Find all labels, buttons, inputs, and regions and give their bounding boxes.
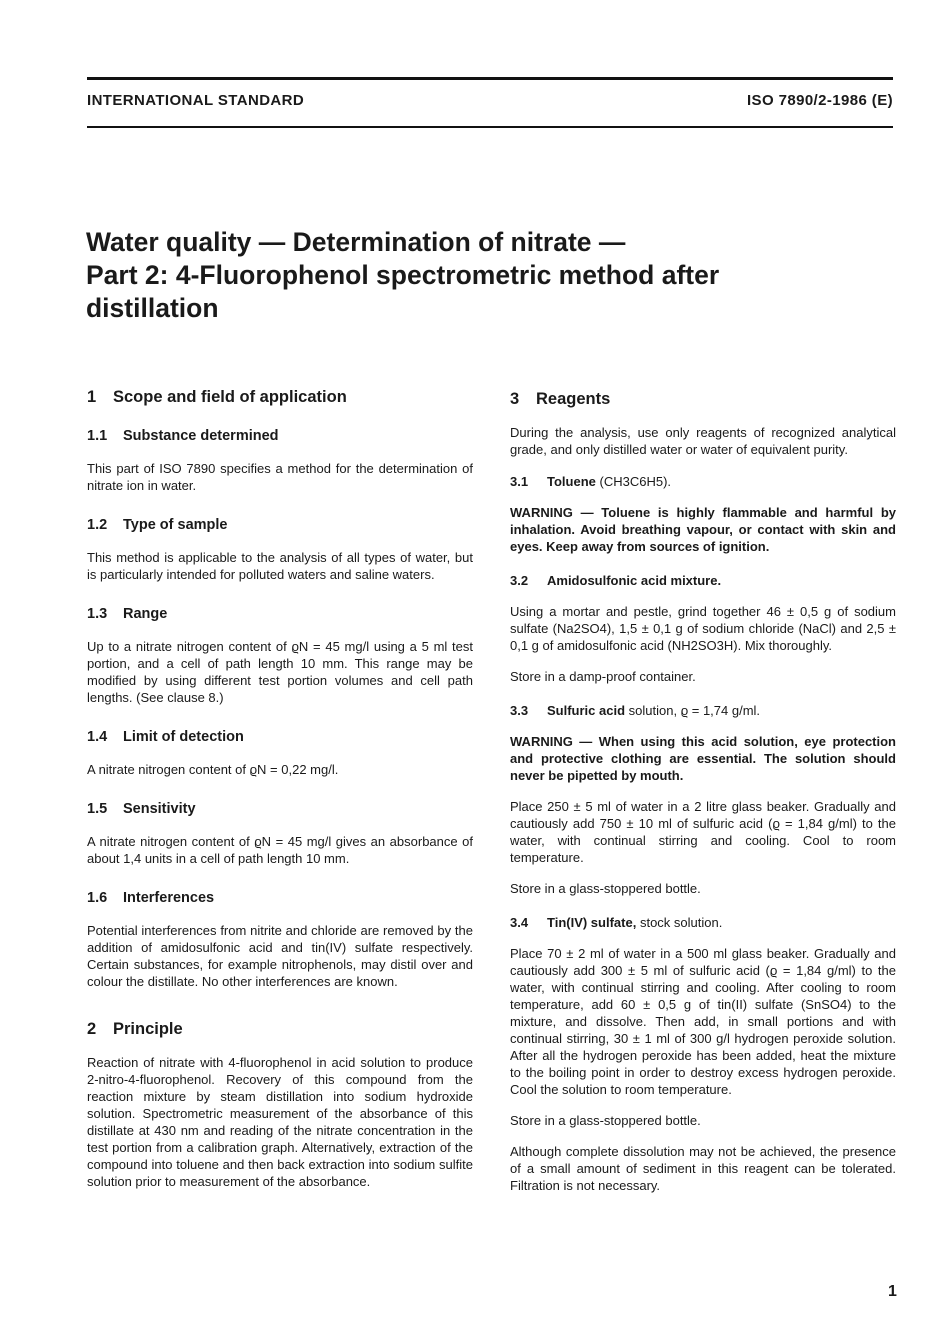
reagent-3-4-text: Place 70 ± 2 ml of water in a 500 ml glass beaker. Gradually and cautiously add 300 ± 5 ml of sulfuric acid (ϱ = 1,84 g/ml) to the water, with continual stirring and cooling. After cooling to room temperature, add 60 ± 0,5 g of tin(II) sulfate (SnSO4) to the mixture, and dissolve. Then add, in small portions and with continual stirring, 30 ± 1 ml of 300 g/l hydrogen peroxide solution. After all the hydrogen peroxide has been added, heat the mixture to the boiling point in order to destroy excess hydrogen peroxide. Cool the solution to room temperature. bbox=[510, 946, 896, 1097]
toluene-warning: WARNING — Toluene is highly flammable and harmful by inhalation. Avoid breathing vapour, or contact with skin and eyes. Keep away from sources of ignition. bbox=[510, 505, 896, 554]
reagent-name: Sulfuric acid bbox=[547, 703, 626, 718]
right-column bbox=[510, 386, 896, 1194]
clause-title: Reagents bbox=[536, 390, 611, 408]
subclause-1-3-heading bbox=[87, 604, 473, 624]
subclause-number: 1.4 bbox=[87, 729, 108, 745]
subclause-number: 1.3 bbox=[87, 606, 108, 622]
reagent-3-2-storage: Store in a damp-proof container. bbox=[510, 669, 696, 684]
title-line-2: Part 2: 4-Fluorophenol spectrometric method after bbox=[86, 260, 720, 290]
subclause-title: Interferences bbox=[123, 890, 215, 906]
clause-3-heading bbox=[510, 388, 896, 410]
reagent-3-2-heading bbox=[510, 572, 896, 589]
subclause-1-4-text: A nitrate nitrogen content of ϱN = 0,22 mg/l. bbox=[87, 762, 339, 777]
reagent-detail: solution, ϱ = 1,74 g/ml. bbox=[628, 703, 761, 718]
reagent-number: 3.2 bbox=[510, 573, 529, 588]
reagent-name: Amidosulfonic acid mixture. bbox=[547, 573, 722, 588]
left-column bbox=[87, 386, 473, 1190]
clause-3-intro: During the analysis, use only reagents of recognized analytical grade, and only distilled water or water of equivalent purity. bbox=[510, 425, 896, 457]
reagent-3-1-heading bbox=[510, 473, 896, 490]
subclause-number: 1.2 bbox=[87, 517, 108, 533]
subclause-1-5-text: A nitrate nitrogen content of ϱN = 45 mg/l gives an absorbance of about 1,4 units in a cell of path length 10 mm. bbox=[87, 834, 473, 866]
reagent-number: 3.3 bbox=[510, 703, 529, 718]
header-bottom-rule bbox=[87, 126, 893, 128]
subclause-1-2-heading bbox=[87, 515, 473, 535]
subclause-title: Limit of detection bbox=[123, 729, 244, 745]
clause-2-text: Reaction of nitrate with 4-fluorophenol in acid solution to produce 2-nitro-4-fluorophenol. Recovery of this compound from the reaction mixture by steam distillation into sodium hydroxide solution. Spectrometric measurement of the absorbance of this distillate at 430 nm and reading of the nitrate concentration in the test portion from a calibration graph. Alternatively, extraction of the compound into toluene and then back extraction into sodium sulfite solution prior to measurement of the absorbance. bbox=[87, 1055, 473, 1189]
reagent-3-3-text: Place 250 ± 5 ml of water in a 2 litre glass beaker. Gradually and cautiously add 750 ± 10 ml of sulfuric acid (ϱ = 1,84 g/ml) to the water, with continual stirring and cooling. Cool to room temperature. bbox=[510, 799, 896, 865]
reagent-3-4-storage: Store in a glass-stoppered bottle. bbox=[510, 1113, 701, 1128]
subclause-1-1-text: This part of ISO 7890 specifies a method for the determination of nitrate ion in water. bbox=[87, 461, 473, 493]
clause-number: 2 bbox=[87, 1020, 97, 1038]
subclause-1-4-heading bbox=[87, 727, 473, 747]
reagent-3-2-text: Using a mortar and pestle, grind together 46 ± 0,5 g of sodium sulfate (Na2SO4), 1,5 ± 0,1 g of sodium chloride (NaCl) and 2,5 ± 0,1 g of amidosulfonic acid (NH2SO3H). Mix thoroughly. bbox=[510, 604, 896, 653]
subclause-1-1-heading bbox=[87, 426, 473, 446]
reagent-number: 3.4 bbox=[510, 915, 529, 930]
reagent-number: 3.1 bbox=[510, 474, 529, 489]
reagent-3-4-heading bbox=[510, 914, 896, 931]
subclause-number: 1.5 bbox=[87, 801, 108, 817]
reagent-3-3-storage: Store in a glass-stoppered bottle. bbox=[510, 881, 701, 896]
subclause-title: Type of sample bbox=[123, 517, 228, 533]
subclause-number: 1.1 bbox=[87, 428, 108, 444]
title-line-1: Water quality — Determination of nitrate — bbox=[86, 227, 626, 257]
clause-number: 3 bbox=[510, 390, 520, 408]
reagent-detail: stock solution. bbox=[639, 915, 723, 930]
clause-1-heading bbox=[87, 386, 473, 408]
subclause-1-2-text: This method is applicable to the analysis of all types of water, but is particularly intended for polluted waters and saline waters. bbox=[87, 550, 473, 582]
document-type-label: INTERNATIONAL STANDARD bbox=[87, 92, 305, 109]
subclause-1-3-text: Up to a nitrate nitrogen content of ϱN = 45 mg/l using a 5 ml test portion, and a cell of path length 10 mm. This range may be modified by using different test portion volumes and cell path lengths. (See clause 8.) bbox=[87, 639, 473, 705]
subclause-1-6-heading bbox=[87, 888, 473, 908]
subclause-1-5-heading bbox=[87, 799, 473, 819]
reagent-formula: (CH3C6H5). bbox=[599, 474, 672, 489]
reagent-3-4-note: Although complete dissolution may not be achieved, the presence of a small amount of sediment in this reagent can be tolerated. Filtration is not necessary. bbox=[510, 1144, 896, 1193]
subclause-number: 1.6 bbox=[87, 890, 108, 906]
sulfuric-acid-warning: WARNING — When using this acid solution, eye protection and protective clothing are essential. The solution should never be pipetted by mouth. bbox=[510, 734, 896, 783]
subclause-title: Sensitivity bbox=[123, 801, 196, 817]
reagent-3-3-heading bbox=[510, 702, 896, 719]
reagent-name: Toluene bbox=[547, 474, 596, 489]
page-number: 1 bbox=[888, 1283, 897, 1300]
header-top-rule bbox=[87, 77, 893, 80]
document-title bbox=[86, 226, 866, 325]
subclause-1-6-text: Potential interferences from nitrite and chloride are removed by the addition of amidosulfonic acid and tin(IV) sulfate respectively. Certain substances, for example nitrophenols, may distil over and colour the distillate. No other interferences are known. bbox=[87, 923, 473, 989]
clause-number: 1 bbox=[87, 388, 97, 406]
standard-reference: ISO 7890/2-1986 (E) bbox=[746, 92, 893, 109]
subclause-title: Substance determined bbox=[123, 428, 279, 444]
clause-title: Principle bbox=[113, 1020, 183, 1038]
clause-2-heading bbox=[87, 1018, 473, 1040]
title-line-3: distillation bbox=[86, 293, 219, 323]
clause-title: Scope and field of application bbox=[113, 388, 347, 406]
subclause-title: Range bbox=[123, 606, 168, 622]
reagent-name: Tin(IV) sulfate, bbox=[547, 915, 637, 930]
